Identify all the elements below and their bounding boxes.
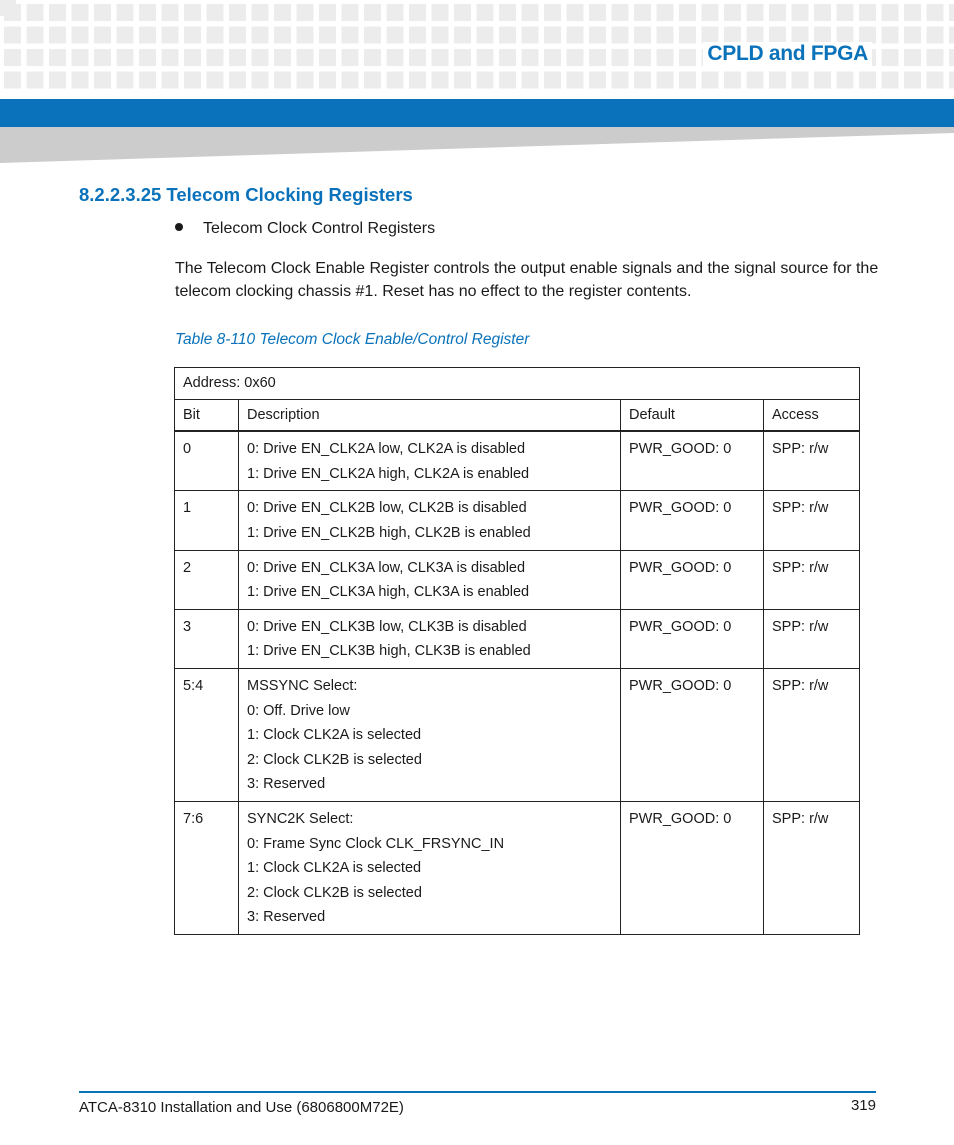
access-cell: SPP: r/w	[764, 801, 860, 934]
header-tile	[94, 4, 111, 21]
header-tile	[499, 49, 516, 66]
table-row	[175, 550, 860, 609]
header-tile	[769, 27, 786, 44]
header-tile	[162, 4, 179, 21]
header-tile	[454, 72, 471, 89]
header-tile	[454, 49, 471, 66]
description-cell	[239, 431, 621, 491]
description-line: 0: Drive EN_CLK3B low, CLK3B is disabled	[247, 618, 527, 635]
header-tile	[252, 27, 269, 44]
description-line: SYNC2K Select:	[247, 810, 354, 827]
header-tile	[49, 49, 66, 66]
header-tile	[949, 49, 954, 66]
header-tile	[162, 27, 179, 44]
header-tile	[679, 4, 696, 21]
header-tile	[859, 27, 876, 44]
header-tile	[499, 4, 516, 21]
header-tile	[927, 72, 944, 89]
column-header-access: Access	[764, 399, 860, 431]
body-paragraph: The Telecom Clock Enable Register controls the output enable signals and the signal source for the telecom clocking chassis #1. Reset has no effect to the register contents.	[175, 260, 879, 300]
header-tile	[297, 72, 314, 89]
header-tile	[567, 27, 584, 44]
table-row	[175, 801, 860, 934]
default-cell: PWR_GOOD: 0	[621, 668, 764, 801]
header-tile	[544, 49, 561, 66]
header-tile	[409, 49, 426, 66]
header-tile	[342, 72, 359, 89]
access-cell: SPP: r/w	[764, 609, 860, 668]
header-tile	[72, 4, 89, 21]
description-cell	[239, 668, 621, 801]
header-tile	[364, 49, 381, 66]
description-cell	[239, 550, 621, 609]
header-tile	[319, 4, 336, 21]
default-cell: PWR_GOOD: 0	[621, 801, 764, 934]
access-cell: SPP: r/w	[764, 550, 860, 609]
table-row	[175, 431, 860, 491]
header-tile	[387, 27, 404, 44]
header-tile	[949, 72, 954, 89]
access-cell: SPP: r/w	[764, 431, 860, 491]
header-tile	[634, 49, 651, 66]
table-caption: Table 8-110 Telecom Clock Enable/Control Register	[175, 331, 530, 348]
description-cell	[239, 801, 621, 934]
header-tile	[522, 27, 539, 44]
header-tile	[634, 72, 651, 89]
header-tile	[229, 27, 246, 44]
header-tile	[567, 4, 584, 21]
bullet-dot	[175, 223, 183, 231]
header-tile	[274, 4, 291, 21]
header-tile	[229, 4, 246, 21]
header-tile	[612, 49, 629, 66]
header-tile	[612, 72, 629, 89]
description-cell	[239, 491, 621, 550]
header-tile	[184, 27, 201, 44]
description-line: 2: Clock CLK2B is selected	[247, 884, 422, 901]
table-row	[175, 668, 860, 801]
column-header-bit: Bit	[175, 399, 239, 431]
header-tile	[49, 72, 66, 89]
header-tile	[859, 72, 876, 89]
header-tile	[882, 49, 899, 66]
header-tile	[72, 72, 89, 89]
header-tile	[904, 49, 921, 66]
header-tile	[117, 4, 134, 21]
header-tile	[387, 4, 404, 21]
header-tile	[837, 72, 854, 89]
header-tile	[949, 27, 954, 44]
header-row	[175, 399, 860, 431]
bullet-item	[175, 220, 435, 238]
header-tile	[49, 4, 66, 21]
header-tile	[769, 72, 786, 89]
header-tile	[702, 27, 719, 44]
header-tile	[319, 49, 336, 66]
description-line: 1: Clock CLK2A is selected	[247, 727, 422, 744]
header-tile	[657, 72, 674, 89]
header-tile	[207, 72, 224, 89]
address-cell: Address: 0x60	[175, 368, 860, 400]
header-tile	[162, 49, 179, 66]
header-tile	[522, 49, 539, 66]
header-tile	[522, 4, 539, 21]
header-tile	[49, 27, 66, 44]
header-tile	[837, 27, 854, 44]
header-tile	[927, 27, 944, 44]
description-line: 0: Drive EN_CLK2B low, CLK2B is disabled	[247, 500, 527, 517]
header-tile	[274, 72, 291, 89]
header-tile	[589, 72, 606, 89]
header-tile	[927, 4, 944, 21]
header-tile	[499, 72, 516, 89]
header-tile	[207, 4, 224, 21]
header-tile	[297, 27, 314, 44]
header-tile	[207, 27, 224, 44]
header-tile	[117, 72, 134, 89]
header-tile	[4, 49, 21, 66]
bit-cell: 3	[175, 609, 239, 668]
header-tile	[702, 72, 719, 89]
header-tile	[387, 72, 404, 89]
header-tile	[747, 72, 764, 89]
header-tile	[4, 27, 21, 44]
header-tile	[634, 27, 651, 44]
header-tile	[657, 49, 674, 66]
header-tile	[252, 4, 269, 21]
footer-document-title: ATCA-8310 Installation and Use (6806800M72E)	[79, 1099, 404, 1116]
header-tile	[567, 72, 584, 89]
header-tile	[499, 27, 516, 44]
header-tile	[814, 27, 831, 44]
header-tile	[184, 49, 201, 66]
header-tile	[4, 72, 21, 89]
description-cell	[239, 609, 621, 668]
chapter-title: CPLD and FPGA	[703, 42, 872, 66]
header-tile	[814, 72, 831, 89]
header-tile	[139, 4, 156, 21]
header-tile	[882, 27, 899, 44]
header-tile	[72, 49, 89, 66]
header-tile	[229, 49, 246, 66]
header-tile	[882, 4, 899, 21]
header-tile	[792, 72, 809, 89]
bit-cell: 5:4	[175, 668, 239, 801]
header-tile	[949, 4, 954, 21]
header-tile	[657, 27, 674, 44]
bit-cell: 0	[175, 431, 239, 491]
header-tile	[882, 72, 899, 89]
default-cell: PWR_GOOD: 0	[621, 491, 764, 550]
header-tile	[117, 49, 134, 66]
register-table	[174, 367, 860, 935]
header-gray-wedge	[0, 127, 954, 163]
default-cell: PWR_GOOD: 0	[621, 431, 764, 491]
header-tile	[297, 4, 314, 21]
table-row	[175, 609, 860, 668]
header-tile	[207, 49, 224, 66]
header-tile	[184, 72, 201, 89]
header-tile	[724, 27, 741, 44]
header-tile	[904, 4, 921, 21]
header-tile	[814, 4, 831, 21]
header-tile	[859, 4, 876, 21]
header-tile	[319, 27, 336, 44]
description-line: 2: Clock CLK2B is selected	[247, 751, 422, 768]
header-tile	[364, 4, 381, 21]
description-line: 1: Drive EN_CLK3B high, CLK3B is enabled	[247, 643, 531, 660]
description-line: 3: Reserved	[247, 776, 326, 793]
header-tile	[612, 27, 629, 44]
header-tile	[612, 4, 629, 21]
header-tile	[544, 27, 561, 44]
header-tile	[274, 49, 291, 66]
header-tile	[679, 72, 696, 89]
header-tile	[522, 72, 539, 89]
description-line: 1: Drive EN_CLK3A high, CLK3A is enabled	[247, 584, 530, 601]
description-line: 0: Drive EN_CLK3A low, CLK3A is disabled	[247, 559, 526, 576]
access-cell: SPP: r/w	[764, 668, 860, 801]
header-tile	[139, 27, 156, 44]
header-tile	[454, 4, 471, 21]
header-tile	[432, 27, 449, 44]
header-tile	[342, 4, 359, 21]
header-tile	[792, 4, 809, 21]
header-tile	[297, 49, 314, 66]
header-tile	[409, 4, 426, 21]
header-blue-bar	[0, 99, 954, 127]
header-tile	[139, 72, 156, 89]
bit-cell: 1	[175, 491, 239, 550]
header-tile	[679, 49, 696, 66]
header-tile	[162, 72, 179, 89]
header-tile	[792, 27, 809, 44]
bullet-text: Telecom Clock Control Registers	[203, 220, 436, 237]
access-cell: SPP: r/w	[764, 491, 860, 550]
header-tile	[27, 4, 44, 21]
header-tile	[184, 4, 201, 21]
default-cell: PWR_GOOD: 0	[621, 550, 764, 609]
header-tile	[904, 72, 921, 89]
header-tile	[27, 72, 44, 89]
header-tile	[634, 4, 651, 21]
header-tile	[724, 72, 741, 89]
section-heading: 8.2.2.3.25 Telecom Clocking Registers	[79, 184, 413, 205]
description-line: 1: Drive EN_CLK2A high, CLK2A is enabled	[247, 465, 530, 482]
header-tile	[477, 4, 494, 21]
header-tile	[769, 4, 786, 21]
header-tile	[94, 72, 111, 89]
header-tile	[252, 49, 269, 66]
header-tile	[387, 49, 404, 66]
header-tile	[27, 49, 44, 66]
header-tile	[94, 49, 111, 66]
column-header-default: Default	[621, 399, 764, 431]
header-tile	[747, 4, 764, 21]
header-tile	[409, 27, 426, 44]
header-tile	[139, 49, 156, 66]
header-tile	[477, 72, 494, 89]
description-line: 1: Clock CLK2A is selected	[247, 860, 422, 877]
header-tile	[432, 4, 449, 21]
header-tile	[94, 27, 111, 44]
header-tile	[27, 27, 44, 44]
header-tile	[72, 27, 89, 44]
header-tile	[4, 4, 21, 21]
header-tile	[477, 49, 494, 66]
header-tile	[432, 49, 449, 66]
description-line: 3: Reserved	[247, 909, 326, 926]
header-tile	[274, 27, 291, 44]
header-tile	[589, 4, 606, 21]
description-line: 1: Drive EN_CLK2B high, CLK2B is enabled	[247, 524, 531, 541]
header-tile	[319, 72, 336, 89]
header-tile	[837, 4, 854, 21]
header-tile	[364, 27, 381, 44]
header-tile	[657, 4, 674, 21]
header-tile	[904, 27, 921, 44]
header-tile	[229, 72, 246, 89]
header-tile	[409, 72, 426, 89]
footer-page-number: 319	[850, 1097, 876, 1114]
column-header-description: Description	[239, 399, 621, 431]
header-tile	[589, 27, 606, 44]
header-tile	[702, 4, 719, 21]
default-cell: PWR_GOOD: 0	[621, 609, 764, 668]
header-tile	[342, 27, 359, 44]
header-tile	[544, 4, 561, 21]
header-tile	[342, 49, 359, 66]
bit-cell: 7:6	[175, 801, 239, 934]
header-tile	[454, 27, 471, 44]
header-tile	[567, 49, 584, 66]
description-line: 0: Drive EN_CLK2A low, CLK2A is disabled	[247, 441, 526, 458]
header-tile	[252, 72, 269, 89]
header-tile	[477, 27, 494, 44]
header-tile	[679, 27, 696, 44]
address-row	[175, 368, 860, 400]
header-tile	[589, 49, 606, 66]
header-tile	[364, 72, 381, 89]
header-tile	[544, 72, 561, 89]
bit-cell: 2	[175, 550, 239, 609]
description-line: 0: Frame Sync Clock CLK_FRSYNC_IN	[247, 835, 505, 852]
header-tile	[747, 27, 764, 44]
header-tile	[117, 27, 134, 44]
header-tile	[432, 72, 449, 89]
description-line: 0: Off. Drive low	[247, 702, 350, 719]
header-tile	[927, 49, 944, 66]
description-line: MSSYNC Select:	[247, 677, 358, 694]
footer-rule	[79, 1091, 876, 1093]
table-row	[175, 491, 860, 550]
header-tile	[724, 4, 741, 21]
